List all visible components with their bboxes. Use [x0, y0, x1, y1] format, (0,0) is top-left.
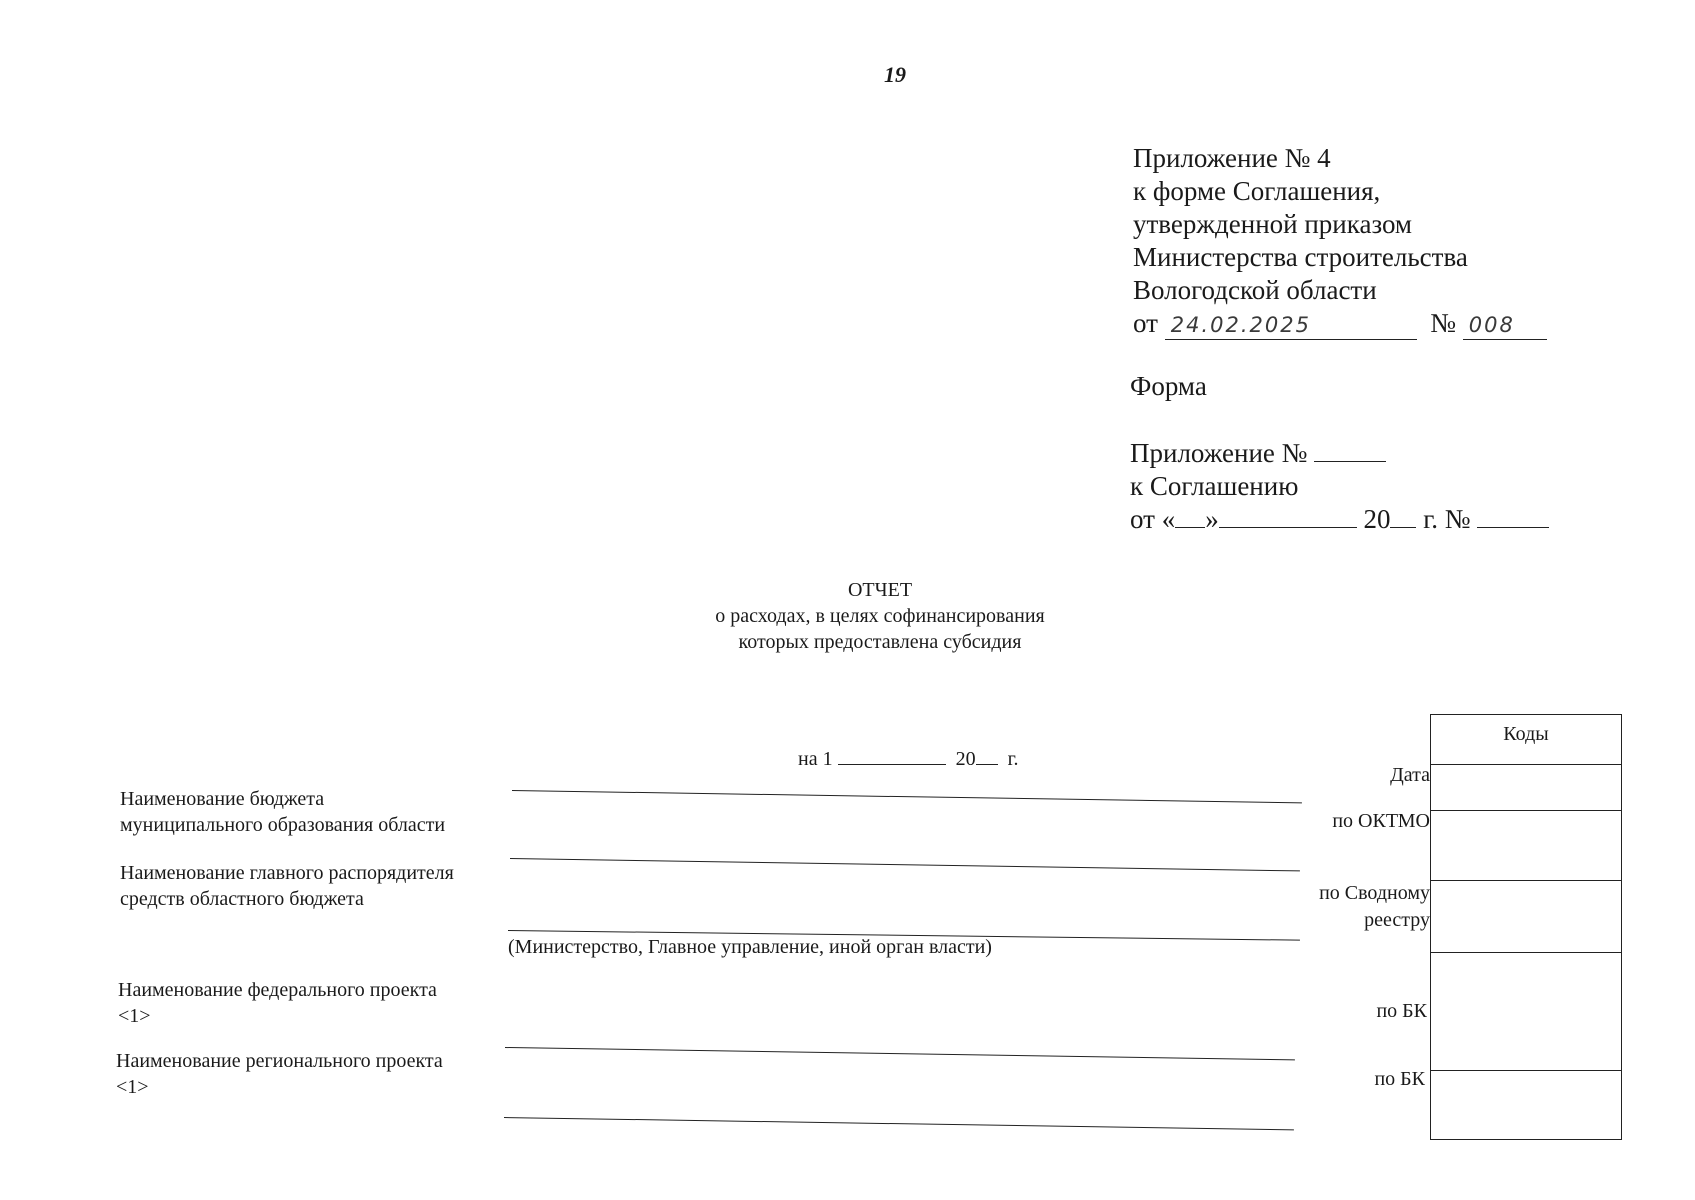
agreement-appendix-number-blank[interactable]: [1314, 437, 1386, 462]
codes-registry-label-2: реестру: [1364, 909, 1430, 931]
appendix-line-2: к форме Соглашения,: [1133, 176, 1381, 206]
codes-oktmo-cell[interactable]: [1431, 811, 1621, 881]
form-label: Форма: [1130, 371, 1207, 401]
report-date-blank[interactable]: [838, 746, 946, 765]
federal-project-input-line[interactable]: [505, 1047, 1295, 1060]
agreement-appendix-label: Приложение №: [1130, 438, 1308, 468]
appendix-line-4: Министерства строительства: [1133, 242, 1468, 272]
main-manager-label-2: средств областного бюджета: [120, 888, 364, 910]
agreement-date-prefix: от «: [1130, 504, 1176, 534]
main-manager-input-line[interactable]: [510, 858, 1300, 871]
federal-project-label-1: Наименование федерального проекта: [118, 979, 437, 1001]
appendix-line-3: утвержденной приказом: [1133, 209, 1413, 239]
appendix-line-1: Приложение № 4: [1133, 143, 1331, 173]
agreement-year-suffix: г. №: [1423, 504, 1471, 534]
report-year-blank[interactable]: [976, 746, 998, 765]
appendix-date-line: [1133, 307, 1547, 340]
agreement-appendix-line-3: [1130, 503, 1549, 536]
codes-oktmo-label: по ОКТМО: [1332, 810, 1430, 832]
report-date-line: [798, 746, 1019, 771]
codes-registry-label-1: по Сводному: [1319, 882, 1430, 904]
codes-bk-cell-1[interactable]: [1431, 953, 1621, 1071]
agreement-year-blank[interactable]: [1390, 503, 1416, 528]
regional-project-label-2: <1>: [116, 1076, 149, 1098]
codes-bk-label-2: по БК: [1374, 1068, 1425, 1090]
codes-bk-label-1: по БК: [1376, 1000, 1427, 1022]
report-title-block: [0, 577, 1695, 655]
agreement-day-blank[interactable]: [1175, 503, 1205, 528]
report-subtitle-2: которых предоставлена субсидия: [738, 631, 1022, 653]
appendix-line-5: Вологодской области: [1133, 275, 1377, 305]
federal-project-label: [118, 977, 437, 1029]
codes-registry-cell[interactable]: [1431, 881, 1621, 953]
codes-date-cell[interactable]: [1431, 765, 1621, 811]
agreement-date-quote: »: [1205, 504, 1219, 534]
budget-name-label: [120, 786, 445, 838]
appendix-number-sign: №: [1430, 308, 1456, 338]
main-manager-label-1: Наименование главного распорядителя: [120, 862, 454, 884]
budget-name-input-line[interactable]: [512, 790, 1302, 803]
codes-date-label: Дата: [1390, 764, 1430, 786]
agreement-appendix-line-1: [1130, 437, 1549, 470]
agreement-year-prefix: 20: [1363, 504, 1391, 534]
report-year-prefix: 20: [955, 748, 976, 770]
page-number: 19: [884, 62, 906, 87]
codes-header: Коды: [1431, 715, 1621, 765]
appendix-header: [1133, 142, 1547, 340]
budget-name-label-2: муниципального образования области: [120, 814, 446, 836]
report-title: ОТЧЕТ: [847, 579, 913, 601]
regional-project-label: [116, 1048, 443, 1100]
agreement-month-blank[interactable]: [1219, 503, 1357, 528]
budget-name-label-1: Наименование бюджета: [120, 788, 325, 810]
appendix-date-handwritten: 24.02.2025: [1165, 311, 1417, 340]
agreement-number-blank[interactable]: [1477, 503, 1549, 528]
federal-project-label-2: <1>: [118, 1005, 151, 1027]
report-date-prefix: на 1: [798, 748, 833, 770]
codes-table: [1430, 714, 1622, 1140]
main-manager-label: [120, 860, 454, 912]
form-block: [1130, 370, 1549, 536]
report-subtitle-1: о расходах, в целях софинансирования: [715, 605, 1045, 627]
codes-registry-label: [1280, 880, 1430, 934]
regional-project-input-line[interactable]: [504, 1117, 1294, 1130]
main-manager-hint: (Министерство, Главное управление, иной орган власти): [508, 936, 992, 958]
agreement-appendix-line-2: к Соглашению: [1130, 471, 1299, 501]
codes-bk-cell-2[interactable]: [1431, 1071, 1621, 1139]
report-year-suffix: г.: [1007, 748, 1019, 770]
regional-project-label-1: Наименование регионального проекта: [116, 1050, 443, 1072]
appendix-number-handwritten: 008: [1463, 311, 1547, 340]
appendix-from-prefix: от: [1133, 308, 1158, 338]
